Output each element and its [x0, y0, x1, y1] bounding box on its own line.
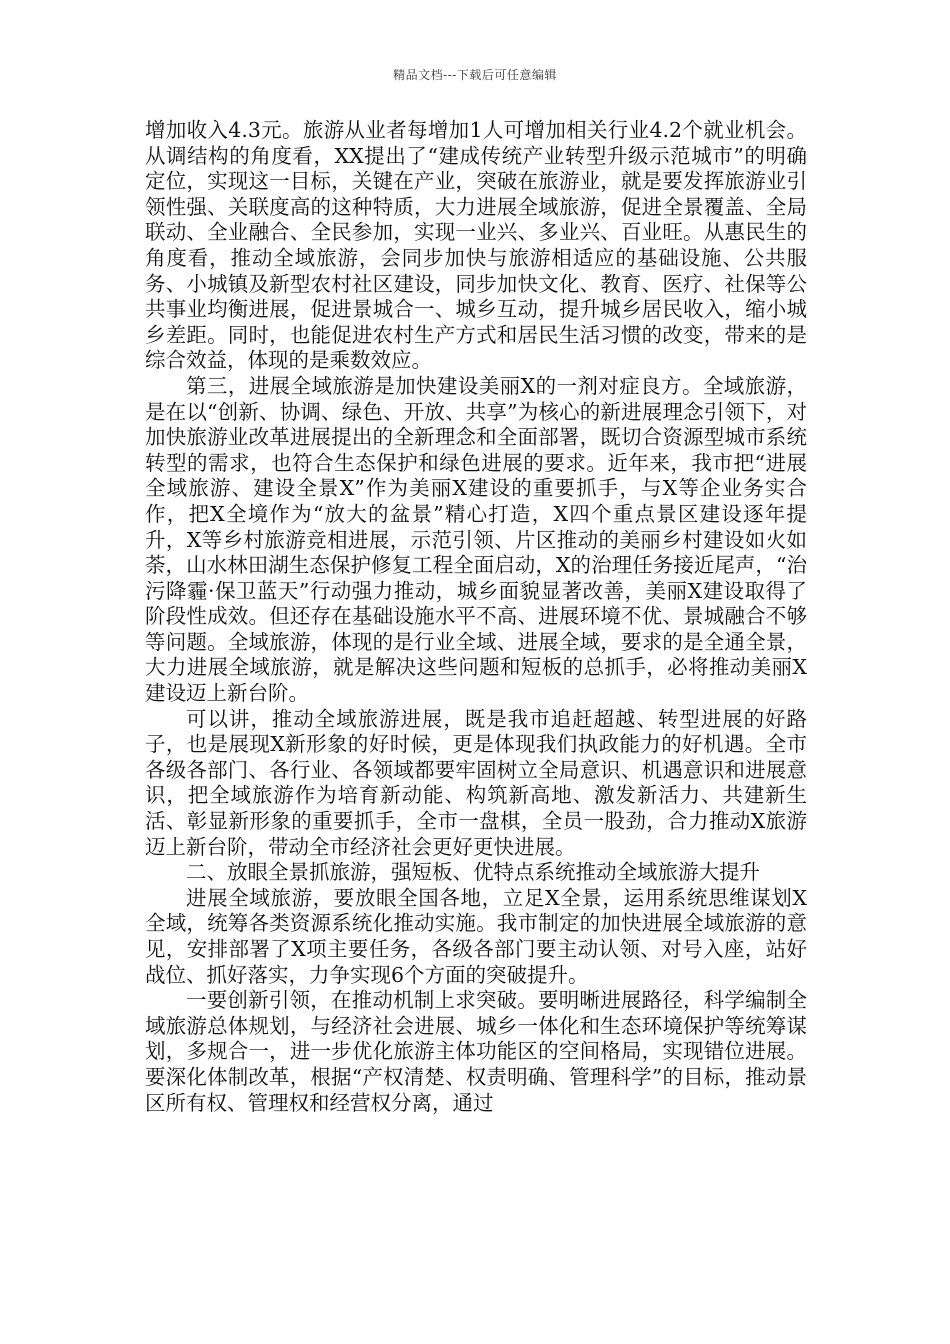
paragraph-opportunity: 可以讲，推动全域旅游进展，既是我市追赶超越、转型进展的好路子，也是展现X新形象的好时候，更是体现我们执政能力的好机遇。全市各级各部门、各行业、各领域都要牢固树立全局意识、机遇意识和进展意识，把全域旅游作为培育新动能、构筑新高地、激发新活力、共建新生活、彰显新形象的重要抓手，全市一盘棋，全员一股劲，合力推动X旅游迈上新台阶，带动全市经济社会更好更快进展。: [145, 706, 807, 859]
paragraph-third-point: 第三，进展全域旅游是加快建设美丽X的一剂对症良方。全域旅游，是在以“创新、协调、绿色、开放、共享”为核心的新进展理念引领下，对加快旅游业改革进展提出的全新理念和全面部署，既切合资源型城市系统转型的需求，也符合生态保护和绿色进展的要求。近年来，我市把“进展全域旅游、建设全景X”作为美丽X建设的重要抓手，与X等企业务实合作，把X全境作为“放大的盆景”精心打造，X四个重点景区建设逐年提升，X等乡村旅游竞相进展，示范引领、片区推动的美丽乡村建设如火如荼，山水林田湖生态保护修复工程全面启动，X的治理任务接近尾声，“治污降霾·保卫蓝天”行动强力推动，城乡面貌显著改善，美丽X建设取得了阶段性成效。但还存在基础设施水平不高、进展环境不优、景城融合不够等问题。全域旅游，体现的是行业全域、进展全域，要求的是全通全景，大力进展全域旅游，就是解决这些问题和短板的总抓手，必将推动美丽X建设迈上新台阶。: [145, 373, 807, 706]
section-heading-two: 二、放眼全景抓旅游，强短板、优特点系统推动全域旅游大提升: [186, 860, 760, 885]
paragraph-income: 增加收入4.3元。旅游从业者每增加1人可增加相关行业4.2个就业机会。从调结构的角度看，XX提出了“建成传统产业转型升级示范城市”的明确定位，实现这一目标，关键在产业，突破在旅游业，就是要发挥旅游业引领性强、关联度高的这种特质，大力进展全域旅游，促进全景覆盖、全局联动、全业融合、全民参加，实现一业兴、多业兴、百业旺。从惠民生的角度看，推动全域旅游，会同步加快与旅游相适应的基础设施、公共服务、小城镇及新型农村社区建设，同步加快文化、教育、医疗、社保等公共事业均衡进展，促进景城合一、城乡互动，提升城乡居民收入，缩小城乡差距。同时，也能促进农村生产方式和居民生活习惯的改变，带来的是综合效益，体现的是乘数效应。: [145, 118, 807, 373]
page-header: 精品文档---下载后可任意编辑: [393, 68, 557, 82]
paragraph-innovation: 一要创新引领，在推动机制上求突破。要明晰进展路径，科学编制全域旅游总体规划，与经济社会进展、城乡一体化和生态环境保护等统筹谋划，多规合一，进一步优化旅游主体功能区的空间格局，实现错位进展。要深化体制改革，根据“产权清楚、权责明确、管理科学”的目标，推动景区所有权、管理权和经营权分离，通过: [145, 988, 807, 1115]
document-body: [145, 118, 807, 1116]
paragraph-overall-plan: 进展全域旅游，要放眼全国各地，立足X全景，运用系统思维谋划X全域，统筹各类资源系统化推动实施。我市制定的加快进展全域旅游的意见，安排部署了X项主要任务，各级各部门要主动认领、对号入座，站好战位、抓好落实，力争实现6个方面的突破提升。: [145, 885, 807, 987]
